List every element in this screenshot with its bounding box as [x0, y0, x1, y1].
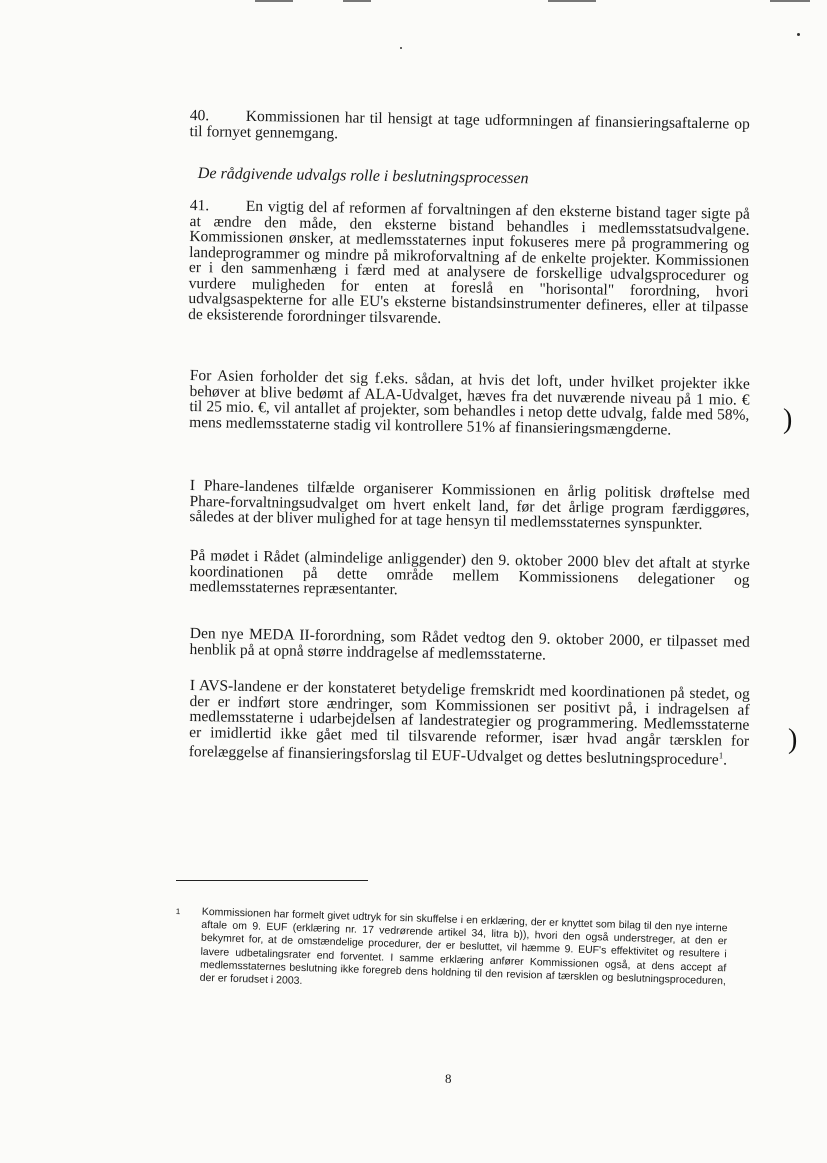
scan-edge-mark: [770, 0, 810, 2]
footnote-reference[interactable]: 1: [718, 750, 724, 761]
scan-bracket-mark: ): [783, 404, 793, 435]
paragraph-asia: For Asien forholder det sig f.eks. sådan, at hvis det loft, under hvilket projekter ikke behøver at blive bedømt af ALA-Udvalget, hæves fra det nuværende niveau på 1 mio. € til 25 mio. €, vil antallet af projekter, som behandles i netop dette udvalg, falde med 58%, mens medlemsstaterne stadig vil kontrollere 51% af finansieringsmængderne.: [189, 367, 750, 439]
footnote: [174, 905, 728, 1002]
paragraph-meda: Den nye MEDA II-forordning, som Rådet vedtog den 9. oktober 2000, er tilpasset med henblik på at opnå større inddragelse af medlemsstaterne.: [189, 625, 750, 664]
scan-edge-mark: [548, 0, 596, 2]
footnote-text: Kommissionen har formelt givet udtryk for sin skuffelse i en erklæring, der er knyttet som bilag til den nye interne aftale om 9. EUF (erklæring nr. 17 vedrørende artikel 34, litra b)), hvori den også understreger, at den er bekymret for, at de omstændelige procedurer, der er besluttet, vil hæmme 9. EUF's effektivitet og resultere i lavere udbetalingsrater end forventet. I samme erklæring anfører Kommissionen også, at dens accept af medlemsstaternes beslutning ikke foregreb dens holdning til den revision af tærsklen og beslutningsproceduren, der er forudset i 2003.: [199, 905, 728, 988]
paragraph-number: 41.: [189, 197, 210, 215]
paragraph-text: En vigtig del af reformen af forvaltningen af den eksterne bistand tager sigte på at ændre den måde, den eksterne bistand behandles i medlemsstatsudvalgene. Kommissionen ønsker, at medlemsstaternes input fokuseres mere på programmering og landeprogrammer og mindre på mikroforvaltning af de enkelte projekter. Kommissionen er i den sammenhæng i færd med at analysere de forskellige udvalgsprocedurer og vurdere muligheden for enten at foreslå en "horisontal" forordning, hvori udvalgsaspekterne for alle EU's eksterne bistandsinstrumenter defineres, eller at tilpasse de eksisterende forordninger tilsvarende.: [188, 197, 750, 327]
page-number: 8: [445, 1071, 452, 1086]
paragraph-text: Kommissionen har til hensigt at tage udformningen af finansieringsaftalerne op til fornyet gennemgang.: [189, 107, 750, 142]
scan-speck: [400, 47, 402, 49]
footnote-marker: 1: [175, 906, 181, 917]
paragraph-council: På mødet i Rådet (almindelige anliggender) den 9. oktober 2000 blev det aftalt at styrke koordinationen på dette område mellem Kommissionens delegationer og medlemsstaternes repræsentanter.: [189, 547, 750, 599]
paragraph-phare: I Phare-landenes tilfælde organiserer Kommissionen en årlig politisk drøftelse med Phare-forvaltningsudvalget om hvert enkelt land, før det årlige program færdiggøres, således at der bliver mulighed for at tage hensyn til medlemsstaternes synspunkter.: [189, 477, 750, 534]
scan-bracket-mark: ): [788, 724, 798, 755]
scan-edge-mark: [343, 0, 371, 2]
paragraph-40: [190, 108, 750, 148]
section-heading: De rådgivende udvalgs rolle i beslutningsprocessen: [197, 165, 529, 188]
paragraph-avs: I AVS-landene er der konstateret betydelige fremskridt med koordinationen på stedet, og der er indført store ændringer, som Kommissionen ser positivt på, i indragelsen af medlemsstaterne i udarbejdelsen af landestrategier og programmering. Medlemsstaterne er imidlertid ikke gået med til tilsvarende reformer, især hvad angår tærsklen for forelæggelse af finansieringsforslag til EUF-Udvalget og dettes beslutningsprocedure$^1$.: [188, 677, 750, 769]
scan-speck: [797, 33, 800, 36]
footnote-separator: [176, 880, 368, 881]
paragraph-text: I AVS-landene er der konstateret betydelige fremskridt med koordinationen på stedet, og der er indført store ændringer, som Kommissionen ser positivt på, i indragelsen af medlemsstaterne i udarbejdelsen af landestrategier og programmering. Medlemsstaterne er imidlertid ikke gået med til tilsvarende reformer, især hvad angår tærsklen for forelæggelse af finansieringsforslag til EUF-Udvalget og dettes beslutningsprocedure: [188, 677, 750, 769]
paragraph-41: [188, 198, 750, 331]
paragraph-number: 40.: [189, 107, 210, 125]
scan-edge-mark: [255, 0, 293, 2]
